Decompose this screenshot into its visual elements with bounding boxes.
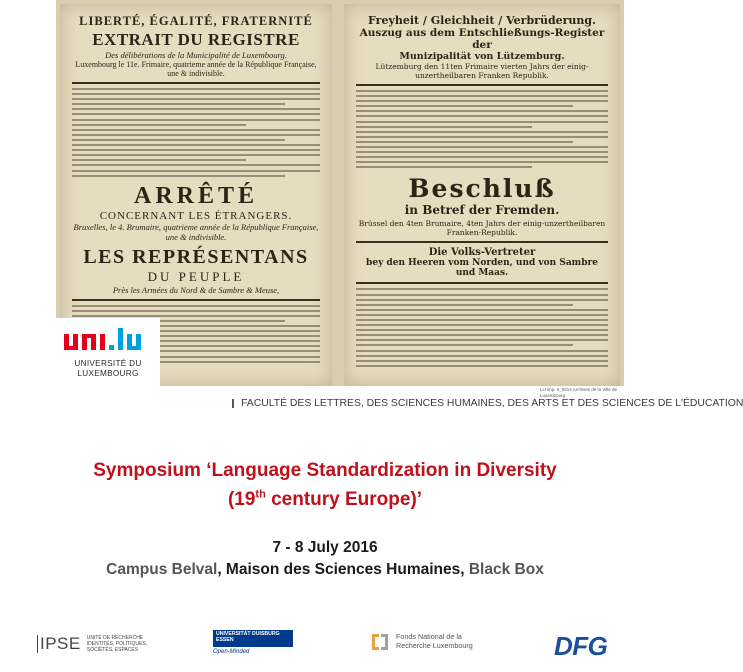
german-body-text-2 xyxy=(356,288,608,366)
french-heading-peuple: DU PEUPLE xyxy=(147,268,245,284)
divider xyxy=(356,282,608,284)
venue-campus: Campus Belval xyxy=(106,561,218,578)
german-motto: Freyheit / Gleichheit / Verbrüderung. xyxy=(368,14,596,27)
university-name-line2: LUXEMBOURG xyxy=(77,369,139,378)
german-heading-fremden: in Betref der Fremden. xyxy=(404,203,560,218)
german-heading-date: Brüssel den 4ten Brumaire, 4ten Jahrs der einig-unzertheilbaren Franken-Republik. xyxy=(358,219,606,238)
title-superscript: th xyxy=(255,488,266,501)
german-heading-beschluss: Beschluß xyxy=(408,174,556,204)
event-dates: 7 - 8 July 2016 xyxy=(272,539,378,556)
event-venue xyxy=(0,561,650,579)
university-name-line1: UNIVERSITÉ DU xyxy=(74,359,142,368)
french-motto: LIBERTÉ, ÉGALITÉ, FRATERNITÉ xyxy=(79,14,313,28)
faculty-name: FACULTÉ DES LETTRES, DES SCIENCES HUMAINES, DES ARTS ET DES SCIENCES DE L'ÉDUCATION xyxy=(241,398,743,409)
french-heading-arrete: ARRÊTÉ xyxy=(133,182,259,209)
image-credit: LU imp. II_0314 Archives de la Ville de Luxembourg xyxy=(540,387,617,398)
logo-stroke xyxy=(109,345,114,350)
fnr-name xyxy=(396,633,473,650)
logo-stroke xyxy=(100,334,105,350)
symposium-title-line2 xyxy=(0,485,650,514)
divider xyxy=(72,82,320,84)
german-heading-volksvertreter: Die Volks-Vertreter xyxy=(428,247,536,259)
fnr-name-line2: Recherche Luxembourg xyxy=(396,641,473,650)
german-heading-heeren: bey den Heeren vom Norden, und von Sambre und Maas. xyxy=(366,258,598,279)
uni-lu-logo-mark xyxy=(62,328,154,356)
french-date: Luxembourg le 11e. Frimaire, quatrieme année de la République Française, une & indivisible. xyxy=(75,60,317,78)
french-subtitle: Des délibérations de la Municipalité de Luxembourg. xyxy=(105,50,287,60)
logo-stroke xyxy=(127,346,141,350)
ipse-logo[interactable] xyxy=(37,635,157,654)
divider xyxy=(356,241,608,243)
square-bullet-icon xyxy=(232,399,234,408)
french-heading-armees: Près les Armées du Nord & de Sambre & Meuse, xyxy=(112,284,280,295)
fnr-bracket-icon xyxy=(370,632,390,652)
french-body-text xyxy=(72,88,320,177)
dfg-logo[interactable]: DFG xyxy=(554,631,608,661)
divider xyxy=(356,84,608,86)
french-heading-etrangers: CONCERNANT LES ÉTRANGERS. xyxy=(99,209,293,222)
french-heading-representans: LES REPRÉSENTANS xyxy=(83,245,309,268)
ipse-mark: IPSE xyxy=(37,635,81,653)
venue-building: , Maison des Sciences Humaines, xyxy=(217,561,469,578)
german-body-text xyxy=(356,90,608,168)
german-decree-document xyxy=(344,4,620,386)
duisburg-essen-wordmark: UNIVERSITÄT DUISBURG ESSEN xyxy=(213,630,293,647)
french-heading-date: Bruxelles, le 4. Brumaire, quatrieme année de la République Française, une & indivisible. xyxy=(73,221,319,242)
duisburg-essen-logo[interactable] xyxy=(213,630,293,655)
ipse-description: UNITÉ DE RECHERCHE IDENTITÉS, POLITIQUES, SOCIÉTÉS, ESPACES xyxy=(86,635,148,654)
logo-stroke xyxy=(82,334,96,338)
german-title: Auszug aus dem Entschließungs-Register der xyxy=(359,27,605,51)
duisburg-essen-tagline: Open-Minded xyxy=(213,649,250,655)
fnr-logo[interactable] xyxy=(370,632,473,652)
university-logo[interactable] xyxy=(56,318,160,386)
logo-stroke xyxy=(64,346,78,350)
title-part: (19 xyxy=(227,489,256,510)
faculty-line xyxy=(232,398,743,409)
fnr-name-line1: Fonds National de la xyxy=(396,632,462,642)
divider xyxy=(72,299,320,301)
french-title: EXTRAIT DU REGISTRE xyxy=(92,30,300,49)
symposium-title xyxy=(0,456,650,514)
german-date: Lützemburg den 11ten Frimaire vierten Jahrs der einig-unzertheilbaren Franken Republik. xyxy=(375,62,589,80)
sponsor-footer xyxy=(0,625,650,672)
university-name xyxy=(62,359,154,379)
logo-stroke xyxy=(118,328,123,350)
german-subtitle: Munizipalität von Lützemburg. xyxy=(399,51,565,62)
title-part: century Europe)’ xyxy=(265,489,423,510)
venue-room: Black Box xyxy=(468,561,544,578)
symposium-title-line1: Symposium ‘Language Standardization in Diversity xyxy=(93,460,557,481)
